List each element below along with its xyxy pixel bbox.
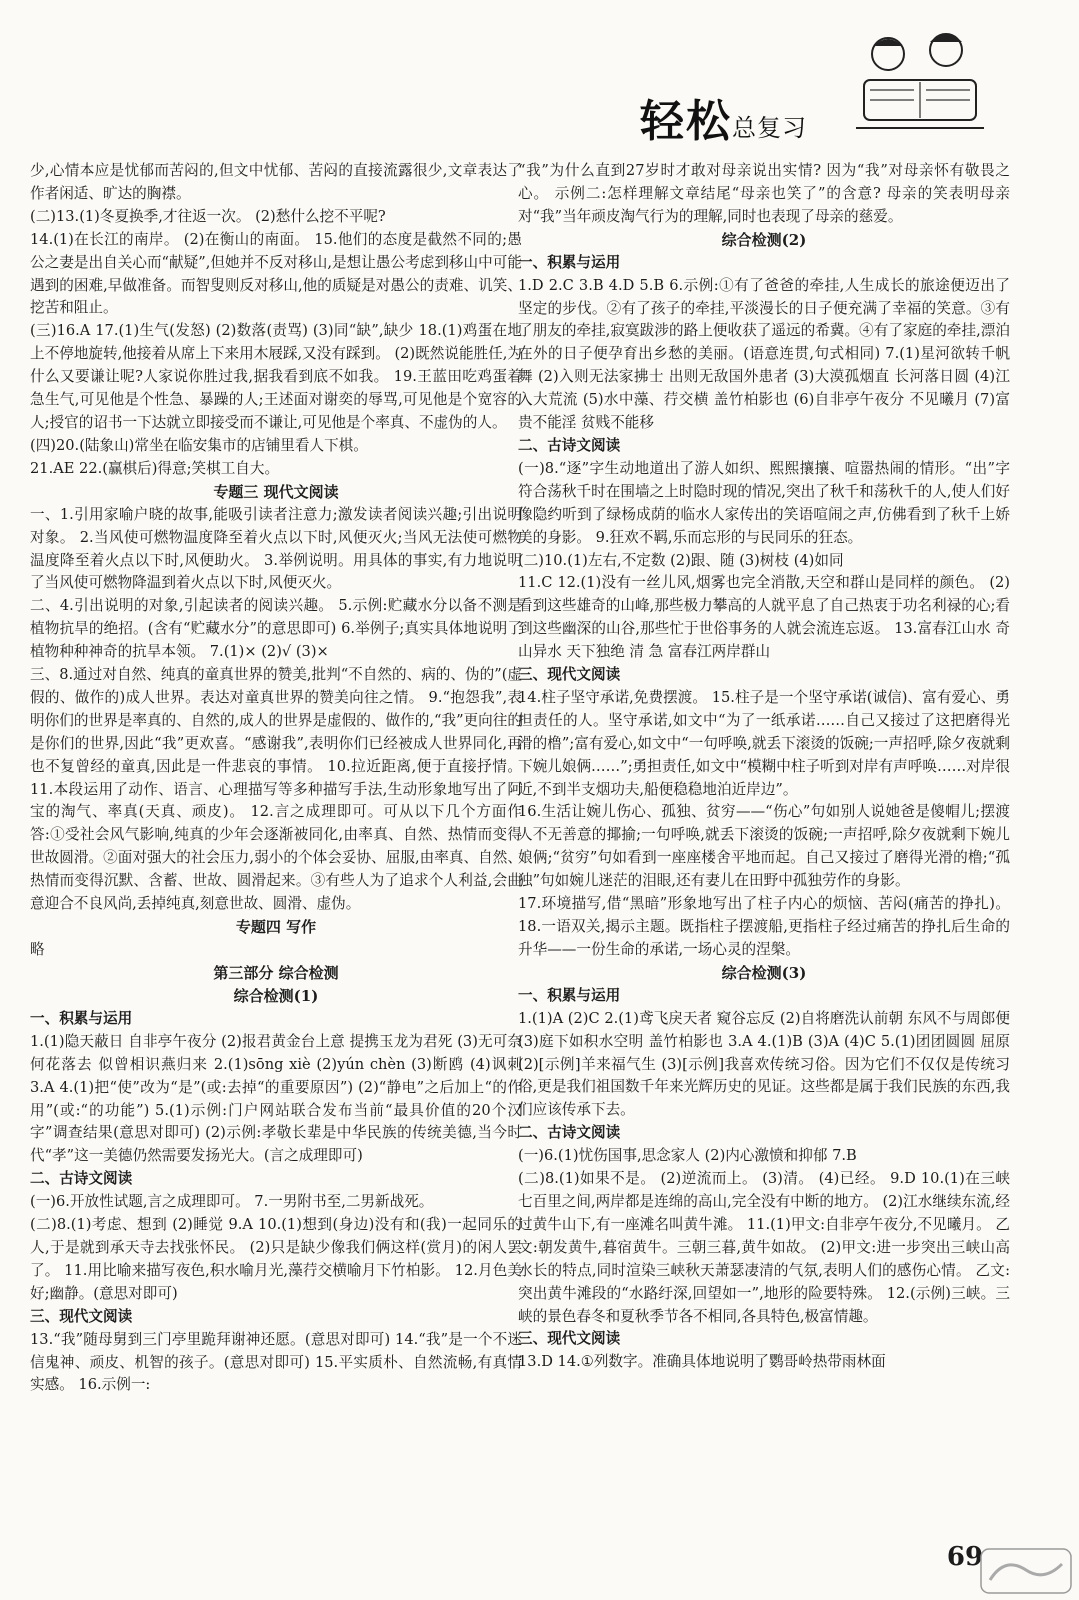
section-heading: 二、古诗文阅读 — [518, 1124, 621, 1142]
answer-column-right — [518, 160, 1010, 1374]
answer-paragraph: 13.D 14.①列数字。准确具体地说明了鹦哥岭热带雨林面 — [518, 1353, 886, 1371]
answer-paragraph: 1.D 2.C 3.B 4.D 5.B 6.示例:①有了爸爸的牵挂,人生成长的旅途便迈出了坚定的步伐。②有了孩子的牵挂,平淡漫长的日子便充满了幸福的笑意。③有了朋友的牵挂,寂寞跋涉的路上便收获了遥远的希冀。④有了家庭的牵挂,漂泊在外的日子便孕育出乡愁的美丽。(语意连贯,句式相同) 7.(1)星河欲转千帆舞 (2)入则无法家拂士 出则无敌国外患者 (3)大漠孤烟直 长河落日圆 (4)江入大荒流 (5)水中藻、荇交横 盖竹柏影也 (6)自非亭午夜分 不见曦月 (7)富贵不能淫 贫贱不能移 — [518, 276, 1010, 432]
answer-paragraph: 三、8.通过对自然、纯真的童真世界的赞美,批判“不自然的、病的、伪的”(虚假的、做作的)成人世界。表达对童真世界的赞美向往之情。 9.“抱怨我”,表明你们的世界是率真的、自然的,成人的世界是虚假的、做作的,“我”更向往的是你们的世界,因此“我”更欢喜。“感谢我”,表明你们已经被成人世界同化,再也不复曾经的童真,因此是一件悲哀的事情。 10.拉近距离,便于直接抒情。 11.本段运用了动作、语言、心理描写等多种描写手法,生动形象地写出了阿宝的淘气、率真(天真、顽皮)。 12.言之成理即可。可从以下几个方面作答:①受社会风气影响,纯真的少年会逐渐被同化,由率真、自然、热情而变得世故圆滑。②面对强大的社会压力,弱小的个体会妥协、屈服,由率真、自然、热情而变得沉默、含蓄、世故、圆滑起来。③有些人为了追求个人利益,会曲意迎合不良风尚,丢掉纯真,刻意世故、圆滑、虚伪。 — [30, 666, 522, 913]
answer-paragraph: (一)6.开放性试题,言之成理即可。 7.一男附书至,二男新战死。 — [30, 1193, 434, 1211]
brand-sub: 总复习 — [732, 114, 807, 142]
answer-paragraph: (三)16.A 17.(1)生气(发怒) (2)数落(责骂) (3)同“缺”,缺少 18.(1)鸡蛋在地上不停地旋转,他接着从席上下来用木屐踩,又没有踩到。 (2)既然说能胜任,为什么又要谦让呢?人家说你胜过我,据我看到底不如我。 19.王蓝田吃鸡蛋着急生气,可见他是个性急、暴躁的人;王述面对谢奕的辱骂,可见他是个宽容的人;授官的诏书一下达就立即接受而不谦让,可见他是个率真、不虚伪的人。 — [30, 322, 522, 431]
answer-paragraph: 1.(1)隐天蔽日 自非亭午夜分 (2)报君黄金台上意 提携玉龙为君死 (3)无可奈何花落去 似曾相识燕归来 2.(1)sōng xiè (2)yún chèn (3)断鸥 (4)讽刺 3.A 4.(1)把“使”改为“是”(或:去掉“的重要原因”) (2)“静电”之后加上“的作用”(或:“的功能”) 5.(1)示例:门户网站联合发布当前“最具价值的20个汉字”调查结果(意思对即可) (2)示例:孝敬长辈是中华民族的传统美德,当今时代“孝”这一美德仍然需要发扬光大。(言之成理即可) — [30, 1032, 522, 1165]
answer-paragraph: 1.(1)A (2)C 2.(1)鸢飞戾天者 窥谷忘反 (2)自将磨洗认前朝 东风不与周郎便 (3)庭下如积水空明 盖竹柏影也 3.A 4.(1)B (3)A (4)C 5.(1)团团圆圆 屈原 (2)[示例]羊来福气生 (3)[示例]我喜欢传统习俗。因为它们不仅仅是传统习俗,更是我们祖国数千年来光辉历史的见证。这些都是属于我们民族的东西,我们应该传承下去。 — [518, 1009, 1010, 1119]
section-heading: 二、古诗文阅读 — [30, 1170, 133, 1188]
brand-main: 轻松 — [640, 96, 732, 147]
section-heading: 一、积累与运用 — [518, 253, 621, 271]
section-heading: 二、古诗文阅读 — [518, 436, 621, 454]
answer-paragraph: 14.(1)在长江的南岸。 (2)在衡山的南面。 15.他们的态度是截然不同的;愚公之妻是出自关心而“献疑”,但她并不反对移山,是想让愚公考虑到移山中可能遇到的困难,早做准备。而智叟则反对移山,他的质疑是对愚公的责难、讥笑、挖苦和阻止。 — [30, 230, 522, 317]
answer-paragraph: (一)6.(1)忧伤国事,思念家人 (2)内心激愤和抑郁 7.B — [518, 1147, 857, 1165]
answer-paragraph: 11.C 12.(1)没有一丝儿风,烟雾也完全消散,天空和群山是同样的颜色。 (2)看到这些雄奇的山峰,那些极力攀高的人就平息了自己热衷于功名利禄的心;看到这些幽深的山谷,那些忙于世俗事务的人就会流连忘返。 13.富春江山水 奇山异水 天下独绝 清 急 富春江两岸群山 — [518, 574, 1010, 661]
section-heading: 专题三 现代文阅读 — [213, 482, 339, 501]
section-heading: 三、现代文阅读 — [30, 1307, 133, 1325]
answer-paragraph: 二、4.引出说明的对象,引起读者的阅读兴趣。 5.示例:贮藏水分以备不测是植物抗旱的绝招。(含有“贮藏水分”的意思即可) 6.举例子;真实具体地说明了植物种种神奇的抗旱本领。 7.(1)× (2)√ (3)× — [30, 597, 522, 661]
answer-paragraph: 21.AE 22.(赢棋后)得意;笑棋工自大。 — [30, 459, 280, 477]
section-heading: 一、积累与运用 — [518, 986, 621, 1004]
watermark-logo-icon — [980, 1548, 1072, 1594]
answer-paragraph: (二)8.(1)考虑、想到 (2)睡觉 9.A 10.(1)想到(身边)没有和(我)一起同乐的人,于是就到承天寺去找张怀民。 (2)只是缺少像我们俩这样(赏月)的闲人罢了。 11.用比喻来描写夜色,积水喻月光,藻荇交横喻月下竹柏影。 12.月色美好;幽静。(意思对即可) — [30, 1216, 522, 1302]
reading-children-icon — [850, 20, 990, 140]
section-heading: 三、现代文阅读 — [518, 1330, 621, 1348]
brand-title — [640, 85, 807, 149]
section-heading: 综合检测(2) — [721, 230, 807, 249]
section-heading: 一、积累与运用 — [30, 1009, 133, 1027]
answer-paragraph: (二)8.(1)如果不是。 (2)逆流而上。 (3)清。 (4)已经。 9.D 10.(1)在三峡七百里之间,两岸都是连绵的高山,完全没有中断的地方。 (2)江水继续东流,经过黄牛山下,有一座滩名叫黄牛滩。 11.(1)甲文:自非亭午夜分,不见曦月。 乙文:朝发黄牛,暮宿黄牛。三朝三暮,黄牛如故。 (2)甲文:进一步突出三峡山高水长的特点,同时渲染三峡秋天萧瑟凄清的气氛,表明人们的感伤心情。 乙文:突出黄牛滩段的“水路纡深,回望如一”,地形的险要特殊。 12.(示例)三峡。三峡的景色春冬和夏秋季节各不相同,各具特色,极富情趣。 — [518, 1170, 1010, 1325]
answer-paragraph: (二)13.(1)冬夏换季,才往返一次。 (2)愁什么挖不平呢? — [30, 207, 386, 225]
answer-paragraph: 一、1.引用家喻户晓的故事,能吸引读者注意力;激发读者阅读兴趣;引出说明对象。 2.当风使可燃物温度降至着火点以下时,风便灭火;当风无法使可燃物温度降至着火点以下时,风便助火。 3.举例说明。用具体的事实,有力地说明了当风使可燃物降温到着火点以下时,风便灭火。 — [30, 505, 522, 592]
answer-paragraph: 略 — [30, 941, 45, 958]
answer-paragraph: (二)10.(1)左右,不定数 (2)跟、随 (3)树枝 (4)如同 — [518, 551, 844, 569]
section-heading: 综合检测(1) — [233, 986, 319, 1005]
answer-paragraph: 17.环境描写,借“黑暗”形象地写出了柱子内心的烦恼、苦闷(痛苦的挣扎)。 18.一语双关,揭示主题。既指柱子摆渡船,更指柱子经过痛苦的挣扎后生命的升华——一份生命的承诺,一场心灵的涅槃。 — [518, 895, 1010, 958]
page-header — [0, 0, 1079, 150]
page-number: 69 — [946, 1542, 984, 1572]
answer-paragraph: 16.生活让婉儿伤心、孤独、贫穷——“伤心”句如别人说她爸是傻帽儿;摆渡人不无善意的揶揄;一句呼唤,就丢下滚烫的饭碗;一声招呼,除夕夜就剩下婉儿娘俩;“贫穷”句如看到一座座楼舍平地而起。自己又接过了磨得光滑的橹;“孤独”句如婉儿迷茫的泪眼,还有妻儿在田野中孤独劳作的身影。 — [518, 803, 1010, 890]
answer-paragraph: 13.“我”随母舅到三门亭里跪拜谢神还愿。(意思对即可) 14.“我”是一个不迷信鬼神、顽皮、机智的孩子。(意思对即可) 15.平实质朴、自然流畅,有真情实感。 16.示例一: — [30, 1330, 522, 1394]
section-heading: 综合检测(3) — [721, 963, 807, 982]
answer-column-left — [30, 160, 522, 1397]
section-heading: 三、现代文阅读 — [518, 666, 621, 684]
answer-paragraph: “我”为什么直到27岁时才敢对母亲说出实情? 因为“我”对母亲怀有敬畏之心。 示例二:怎样理解文章结尾“母亲也笑了”的含意? 母亲的笑表明母亲对“我”当年顽皮淘气行为的理解,同时也表现了母亲的慈爱。 — [518, 162, 1010, 225]
answer-paragraph: 14.柱子坚守承诺,免费摆渡。 15.柱子是一个坚守承诺(诚信)、富有爱心、勇担责任的人。坚守承诺,如文中“为了一纸承诺……自己又接过了这把磨得光滑的橹”;富有爱心,如文中“一句呼唤,就丢下滚烫的饭碗;一声招呼,除夕夜就剩下婉儿娘俩……”;勇担责任,如文中“模糊中柱子听到对岸有声呼唤……对岸很近,不到半支烟功夫,船便稳稳地泊近岸边”。 — [518, 688, 1010, 798]
section-heading: 专题四 写作 — [235, 918, 317, 936]
answer-paragraph: (四)20.(陆象山)常坐在临安集市的店铺里看人下棋。 — [30, 436, 368, 454]
answer-paragraph: (一)8.“逐”字生动地道出了游人如织、熙熙攘攘、喧嚣热闹的情形。“出”字符合荡秋千时在围墙之上时隐时现的情况,突出了秋千和荡秋千的人,使人们好像隐约听到了绿杨成荫的临水人家传出的笑语喧闹之声,仿佛看到了秋千上娇美的身影。 9.狂欢不羁,乐而忘形的与民同乐的狂态。 — [518, 459, 1010, 546]
answer-paragraph: 少,心情本应是忧郁而苦闷的,但文中忧郁、苦闷的直接流露很少,文章表达了作者闲适、旷达的胸襟。 — [30, 162, 522, 202]
section-heading: 第三部分 综合检测 — [213, 963, 339, 982]
